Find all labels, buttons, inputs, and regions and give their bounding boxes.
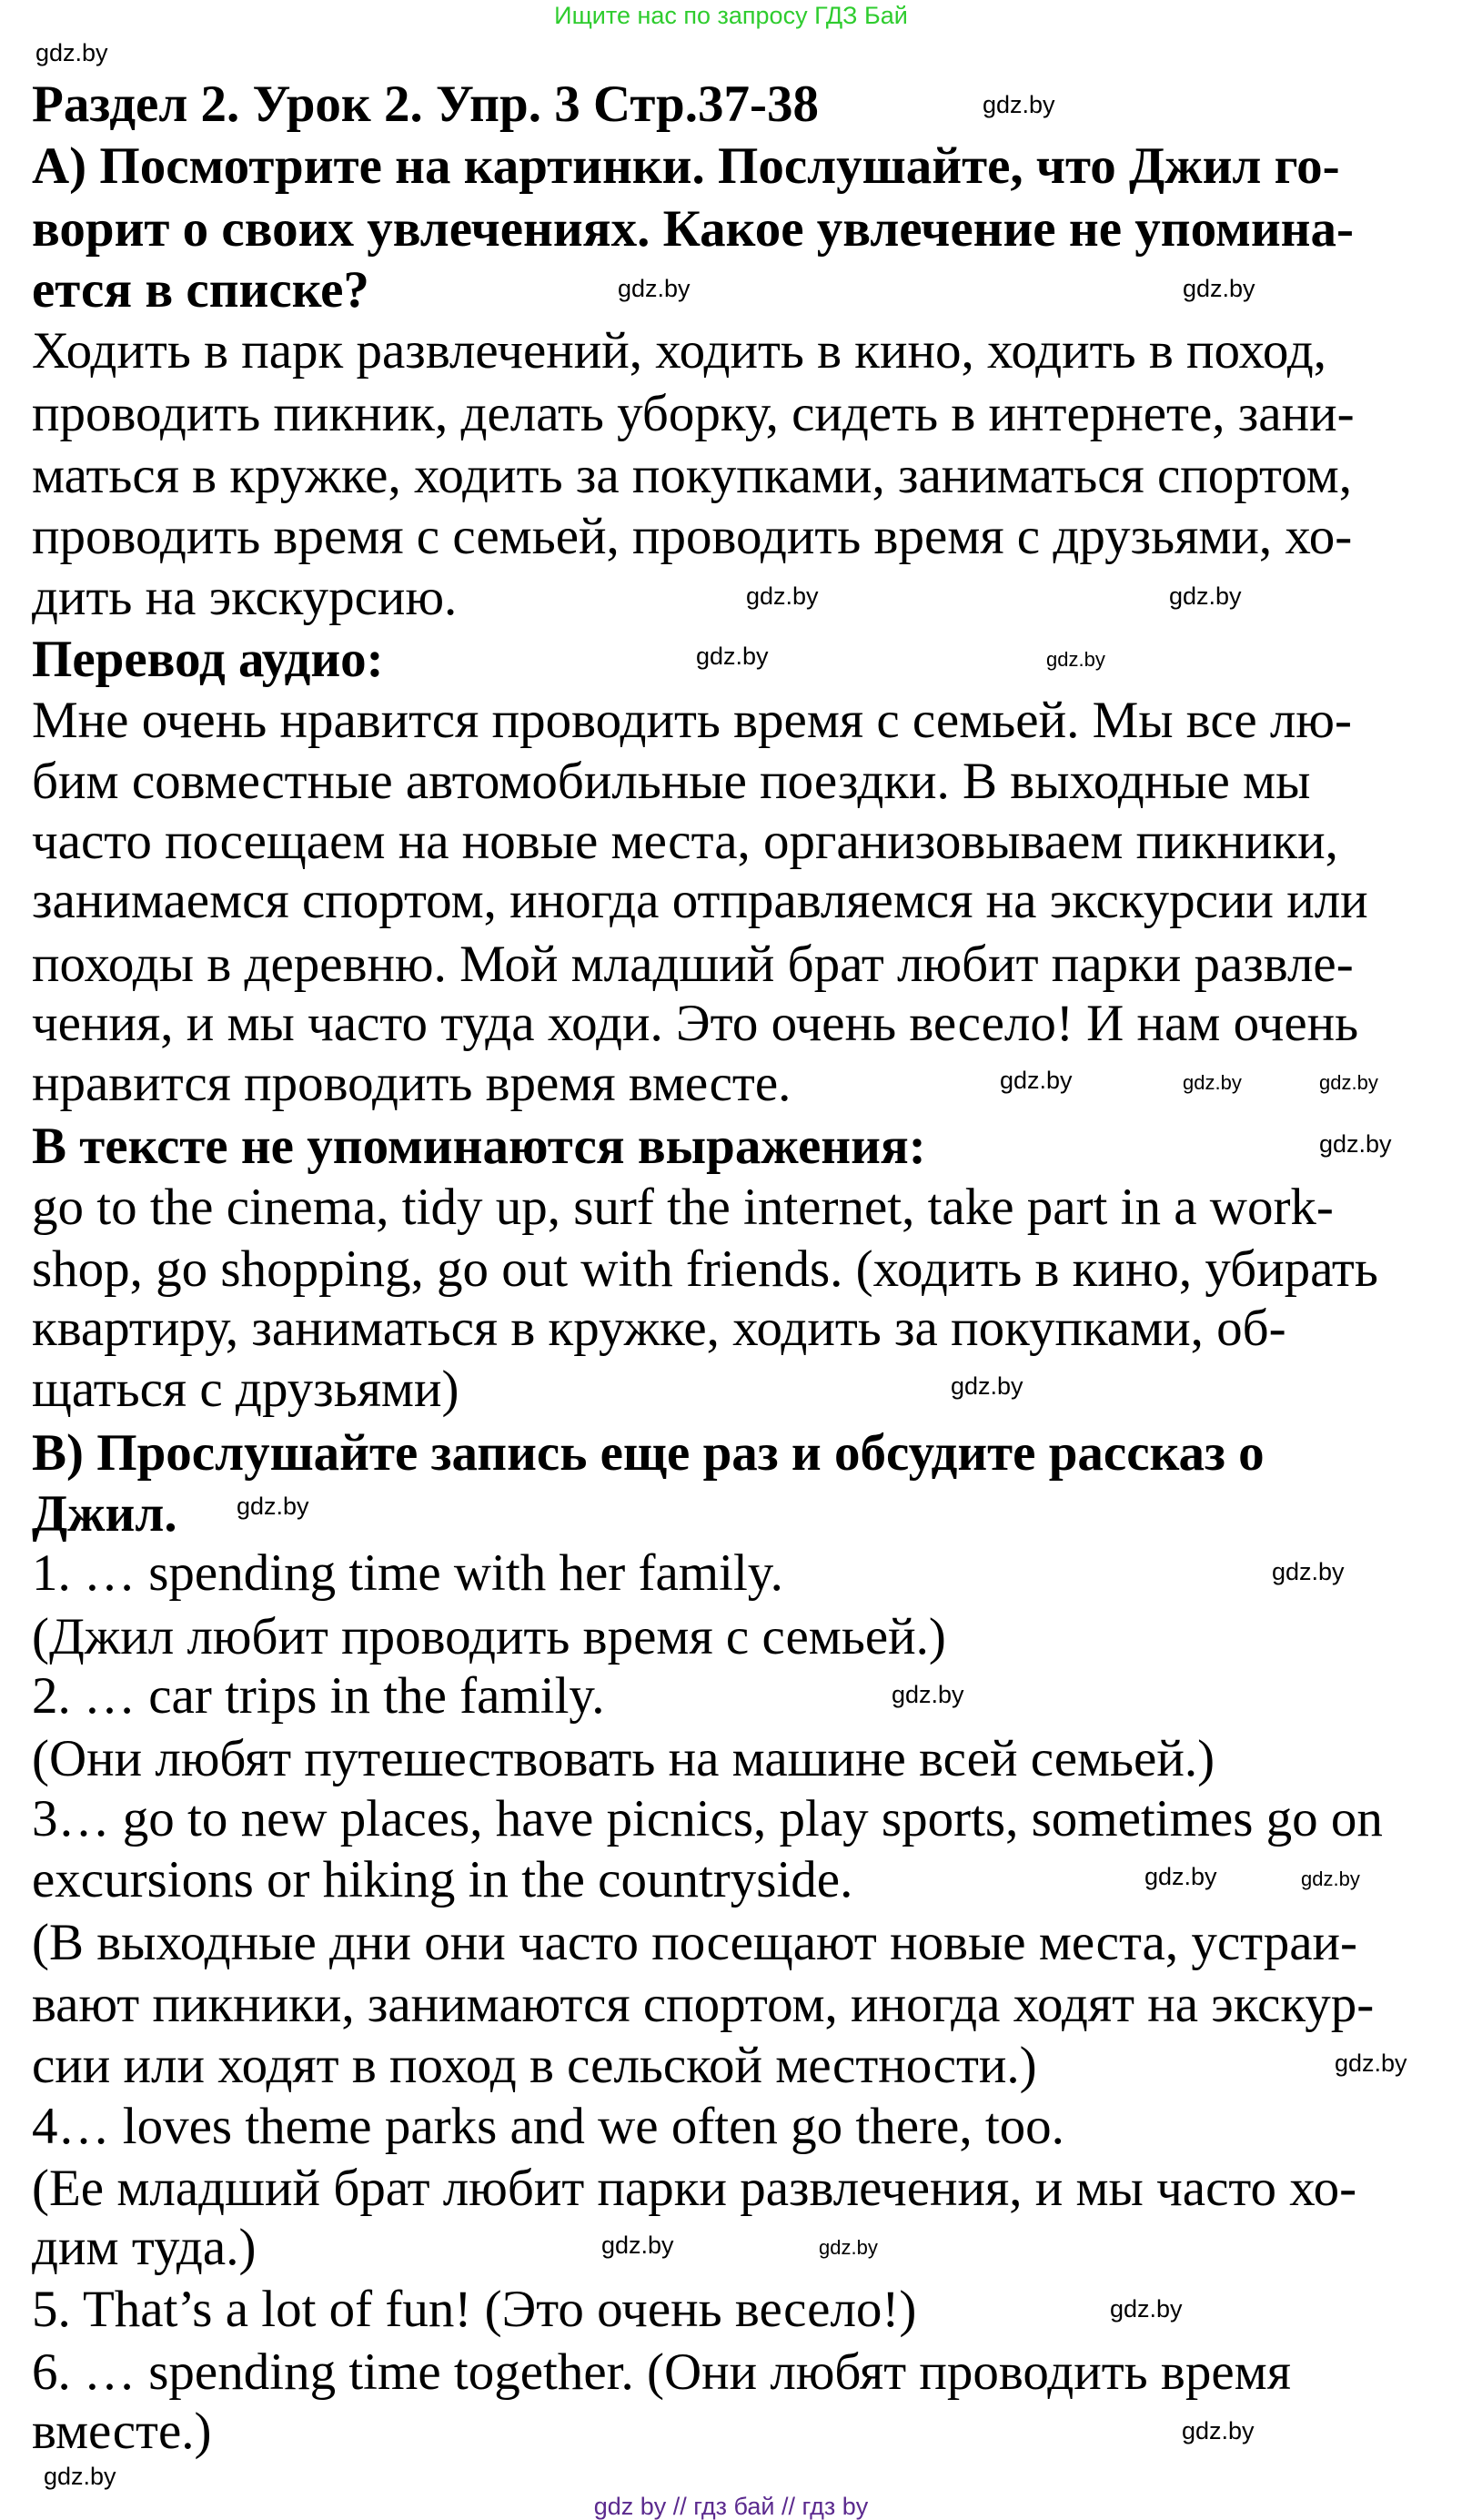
watermark: gdz.by (1046, 648, 1105, 671)
text-line: нравится проводить время вместе. (32, 1055, 791, 1112)
watermark: gdz.by (1301, 1867, 1360, 1890)
text-line: 2. … car trips in the family. (32, 1667, 605, 1725)
text-line: (В выходные дни они часто посещают новые места, устраи- (32, 1914, 1358, 1971)
text-line: (Ее младший брат любит парки развлечения, и мы часто хо- (32, 2160, 1357, 2217)
text-line: вают пикники, занимаются спортом, иногда ходят на экскур- (32, 1976, 1375, 2033)
watermark: gdz.by (237, 1493, 309, 1520)
text-line: 5. That’s a lot of fun! (Это очень весело!) (32, 2281, 917, 2338)
watermark: gdz.by (1335, 2049, 1407, 2077)
text-line: Ходить в парк развлечений, ходить в кино, ходить в поход, (32, 322, 1327, 380)
watermark: gdz.by (1183, 1071, 1242, 1094)
text-line: Мне очень нравится проводить время с семьей. Мы все лю- (32, 692, 1352, 749)
text-line: 1. … spending time with her family. (32, 1544, 783, 1602)
watermark: gdz.by (696, 643, 769, 670)
text-line: 6. … spending time together. (Они любят проводить время (32, 2343, 1291, 2401)
watermark: gdz.by (44, 2463, 116, 2490)
watermark: gdz.by (1144, 1863, 1217, 1890)
text-line: походы в деревню. Мой младший брат любит парки развле- (32, 936, 1354, 993)
watermark: gdz.by (819, 2236, 878, 2259)
text-line: go to the cinema, tidy up, surf the internet, take part in a work- (32, 1179, 1334, 1236)
watermark: gdz.by (951, 1372, 1023, 1400)
watermark: gdz.by (1169, 582, 1242, 610)
text-line: 3… go to new places, have picnics, play sports, sometimes go on (32, 1790, 1383, 1847)
text-line: занимаемся спортом, иногда отправляемся на экскурсии или (32, 872, 1368, 929)
watermark: gdz.by (618, 275, 691, 302)
watermark: gdz.by (35, 39, 108, 66)
watermark: gdz.by (1110, 2295, 1183, 2323)
text-line: бим совместные автомобильные поездки. В выходные мы (32, 753, 1311, 810)
heading-line: ворит о своих увлечениях. Какое увлечение не упомина- (32, 200, 1354, 258)
text-line: щаться с друзьями) (32, 1361, 459, 1418)
text-line: shop, go shopping, go out with friends. (ходить в кино, убирать (32, 1240, 1378, 1298)
text-line: excursions or hiking in the countryside. (32, 1851, 853, 1908)
watermark: gdz.by (1000, 1067, 1073, 1094)
heading-line: ется в списке? (32, 261, 369, 319)
watermark: gdz.by (1319, 1071, 1378, 1094)
text-line: часто посещаем на новые места, организовываем пикники, (32, 813, 1338, 870)
text-line: чения, и мы часто туда ходи. Это очень весело! И нам очень (32, 995, 1359, 1052)
text-line: 4… loves theme parks and we often go there, too. (32, 2098, 1064, 2155)
heading-line: А) Посмотрите на картинки. Послушайте, что Джил го- (32, 137, 1340, 195)
text-line: сии или ходят в поход в сельской местности.) (32, 2037, 1037, 2094)
text-line: дить на экскурсию. (32, 569, 458, 626)
text-line: (Джил любит проводить время с семьей.) (32, 1608, 946, 1665)
text-line: дим туда.) (32, 2219, 257, 2276)
watermark: gdz.by (983, 91, 1055, 118)
watermark: gdz.by (1182, 2417, 1255, 2444)
text-line: квартиру, заниматься в кружке, ходить за покупками, об- (32, 1300, 1286, 1357)
text-line: проводить пикник, делать уборку, сидеть в интернете, зани- (32, 385, 1355, 442)
heading-line: В тексте не упоминаются выражения: (32, 1118, 926, 1175)
watermark: gdz.by (746, 582, 819, 610)
text-line: вместе.) (32, 2403, 212, 2460)
top-banner-link[interactable]: Ищите нас по запросу ГДЗ Бай (554, 2, 908, 29)
bottom-banner-link[interactable]: gdz by // гдз бай // гдз by (593, 2493, 869, 2520)
watermark: gdz.by (601, 2232, 674, 2259)
text-line: проводить время с семьей, проводить время с друзьями, хо- (32, 508, 1353, 565)
watermark: gdz.by (892, 1681, 964, 1708)
heading-line: Джил. (32, 1485, 177, 1543)
watermark: gdz.by (1183, 275, 1255, 302)
heading-line: Раздел 2. Урок 2. Упр. 3 Стр.37-38 (32, 76, 819, 133)
text-line: маться в кружке, ходить за покупками, заниматься спортом, (32, 447, 1352, 504)
watermark: gdz.by (1272, 1558, 1345, 1585)
text-line: (Они любят путешествовать на машине всей семьей.) (32, 1730, 1215, 1787)
heading-line: B) Прослушайте запись еще раз и обсудите рассказ о (32, 1424, 1265, 1482)
watermark: gdz.by (1319, 1130, 1392, 1158)
heading-line: Перевод аудио: (32, 631, 384, 688)
